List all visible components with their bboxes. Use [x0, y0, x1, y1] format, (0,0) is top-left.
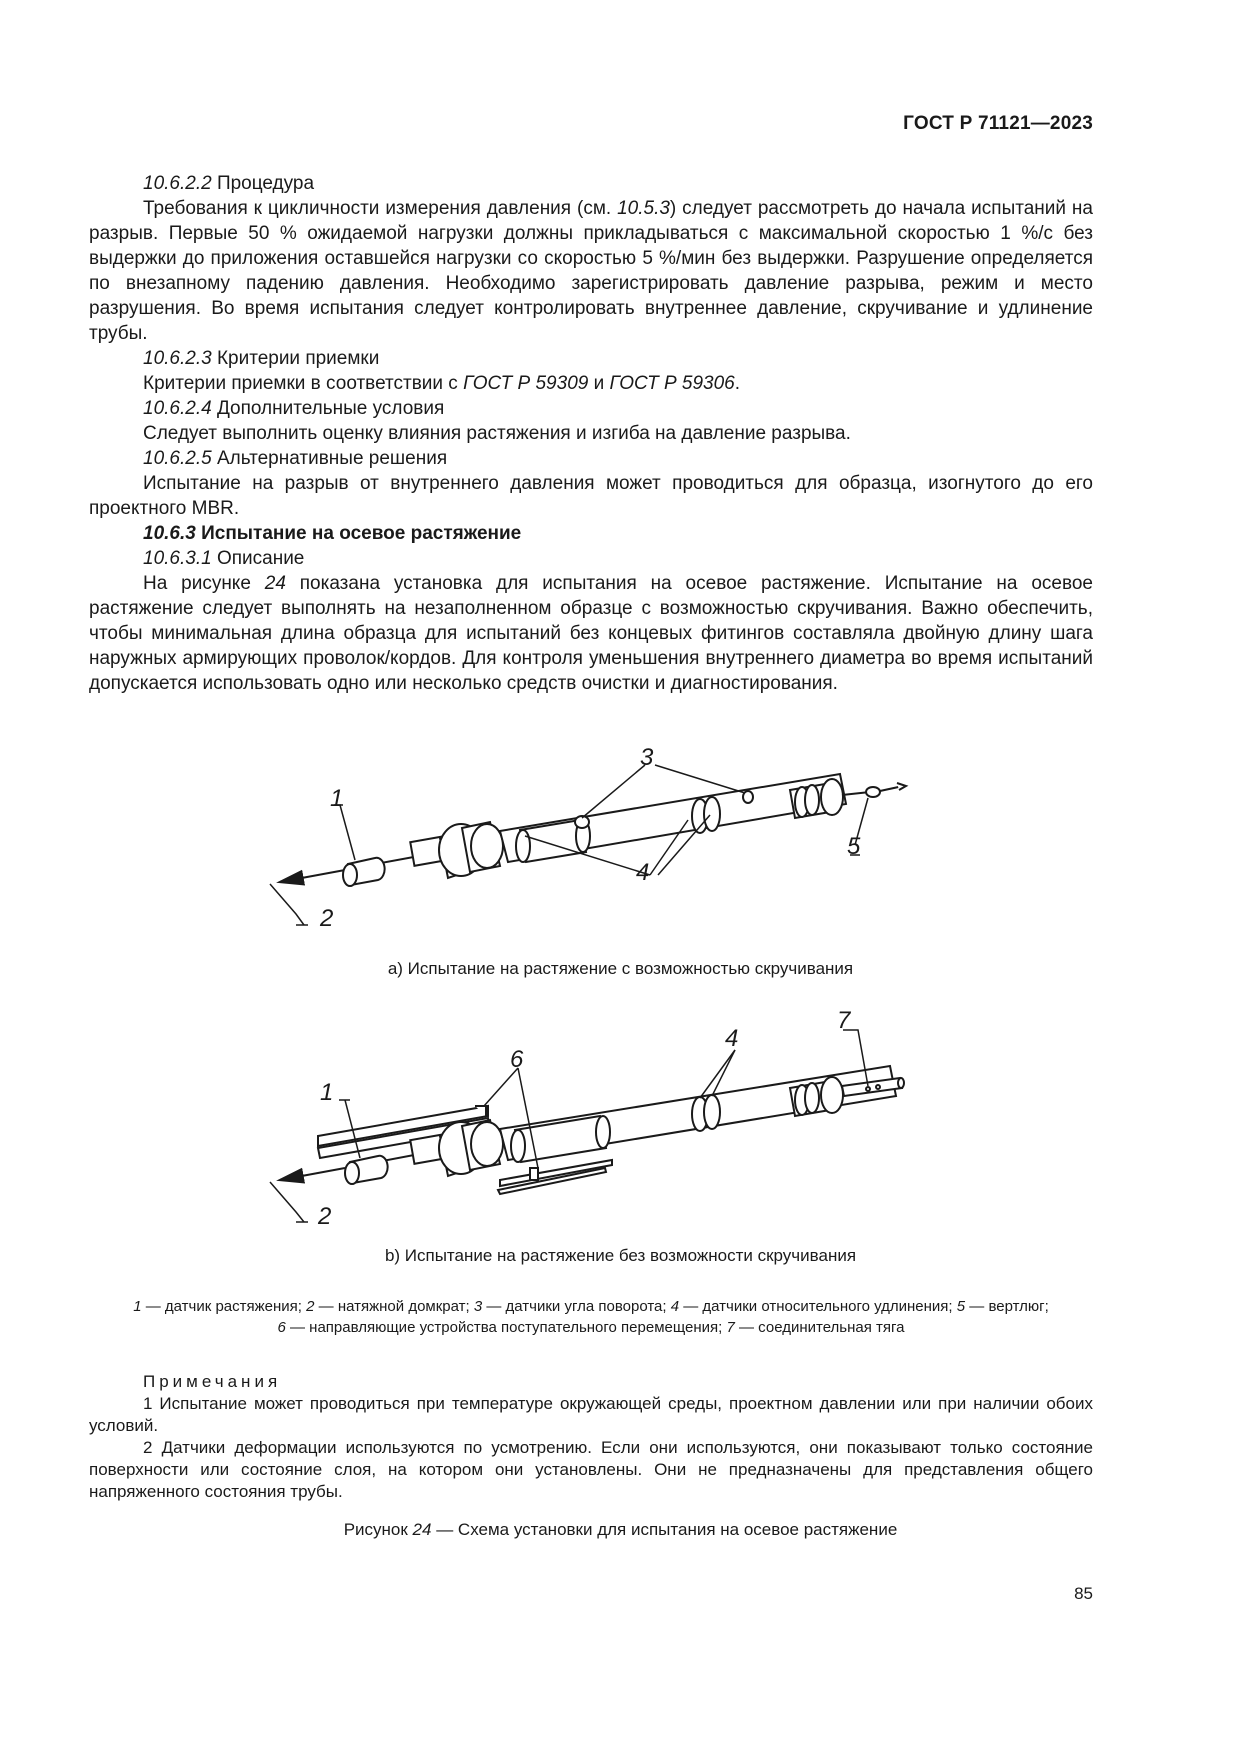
text-span: и	[588, 373, 610, 394]
swivel	[842, 783, 906, 797]
section-number: 10.6.3.1	[143, 548, 212, 569]
legend-number: 7	[726, 1319, 735, 1336]
legend-text: — вертлюг;	[965, 1298, 1049, 1315]
test-setup-a	[270, 765, 906, 925]
callout-1: 1	[330, 785, 344, 812]
cross-reference: 10.5.3	[617, 198, 670, 219]
callout-4: 4	[725, 1025, 739, 1052]
figure-number: 24	[412, 1520, 432, 1539]
notes-title: Примечания	[143, 1372, 282, 1391]
section-title: Процедура	[211, 173, 315, 194]
section-number: 10.6.2.4	[143, 398, 212, 419]
notes-block	[89, 1371, 1093, 1503]
legend-text: — соединительная тяга	[734, 1319, 905, 1336]
section-number: 10.6.2.3	[143, 348, 212, 369]
section-number: 10.6.2.2	[143, 173, 212, 194]
text-span: — Схема установки для испытания на осевое растяжение	[431, 1520, 898, 1539]
paragraph: Следует выполнить оценку влияния растяжения и изгиба на давление разрыва.	[143, 423, 851, 444]
legend-text: — датчики угла поворота;	[482, 1298, 671, 1315]
pipe-sample	[500, 774, 846, 862]
section-title: Критерии приемки	[211, 348, 380, 369]
subfigure-a-caption: а) Испытание на растяжение с возможностью скручивания	[387, 959, 854, 978]
text-span: Критерии приемки в соответствии с	[143, 373, 464, 394]
note-2: 2 Датчики деформации используются по усмотрению. Если они используются, они показывают только состояние поверхности или состояние слоя, на котором они установлены. Они не предназначены для представления общего напряженного состояния трубы.	[89, 1438, 1093, 1501]
document-number: ГОСТ Р 71121—2023	[903, 113, 1093, 134]
section-title: Описание	[211, 548, 305, 569]
tension-jack-arrow	[280, 1168, 345, 1180]
text-span: На рисунке	[143, 573, 265, 594]
legend-text: — направляющие устройства поступательного перемещения;	[285, 1319, 727, 1336]
legend-text: — натяжной домкрат;	[314, 1298, 474, 1315]
end-fitting	[410, 822, 503, 878]
callout-1: 1	[320, 1079, 334, 1106]
legend-text: — датчик растяжения;	[141, 1298, 307, 1315]
section-title: Испытание на осевое растяжение	[195, 523, 522, 544]
figure-title	[0, 1520, 1241, 1540]
figure-legend	[89, 1296, 1093, 1338]
text-span: Рисунок	[343, 1520, 413, 1539]
pipe-sample	[500, 1066, 896, 1162]
text-span: показана установка для испытания на осевое растяжение. Испытание на осевое растяжение следует выполнять на незаполненном образце с возможностью скручивания. Важно обеспечить, чтобы минимальная длина образца для испытаний без концевых фитингов составляла двойную длину шага наружных армирующих проволок/кордов. Для контроля уменьшения внутреннего диаметра во время испытаний допускается использовать одно или несколько средств очистки и диагностирования.	[89, 573, 1093, 694]
callout-3: 3	[640, 744, 654, 771]
standard-reference: ГОСТ Р 59306	[609, 373, 735, 394]
note-1: 1 Испытание может проводиться при температуре окружающей среды, проектном давлении или при наличии обоих условий.	[89, 1394, 1093, 1435]
legend-number: 1	[133, 1298, 142, 1315]
legend-number: 2	[306, 1298, 315, 1315]
legend-number: 5	[956, 1298, 966, 1315]
text-span: ) следует рассмотреть до начала испытаний на разрыв. Первые 50 % ожидаемой нагрузки должны прикладываться с максимальной скоростью 1 %/с без выдержки до приложения оставшейся нагрузки со скоростью 5 %/мин без выдержки. Разрушение определяется по внезапному падению давления. Необходимо зарегистрировать давление разрыва, режим и место разрушения. Во время испытания следует контролировать внутреннее давление, скручивание и удлинение трубы.	[89, 198, 1093, 344]
section-title: Альтернативные решения	[211, 448, 448, 469]
tension-jack-arrow	[280, 870, 345, 882]
callout-6: 6	[510, 1046, 524, 1073]
section-number: 10.6.3	[143, 523, 196, 544]
paragraph: Испытание на разрыв от внутреннего давления может проводиться для образца, изогнутого до его проектного MBR.	[89, 473, 1093, 519]
callout-7: 7	[837, 1007, 851, 1034]
text-span: .	[734, 373, 741, 394]
callout-2: 2	[320, 905, 334, 932]
text-span: Требования к цикличности измерения давления (см.	[143, 198, 618, 219]
test-setup-b	[270, 1030, 904, 1222]
section-title: Дополнительные условия	[211, 398, 445, 419]
page-number: 85	[1074, 1584, 1093, 1603]
legend-number: 3	[473, 1298, 483, 1315]
legend-number: 6	[277, 1319, 286, 1336]
callout-2: 2	[318, 1203, 332, 1230]
legend-text: — датчики относительного удлинения;	[679, 1298, 957, 1315]
callout-4: 4	[636, 859, 650, 886]
section-number: 10.6.2.5	[143, 448, 212, 469]
callout-5: 5	[847, 833, 861, 860]
subfigure-b-caption: b) Испытание на растяжение без возможности скручивания	[384, 1246, 857, 1265]
legend-number: 4	[670, 1298, 680, 1315]
standard-reference: ГОСТ Р 59309	[463, 373, 589, 394]
figure-reference: 24	[264, 573, 286, 594]
